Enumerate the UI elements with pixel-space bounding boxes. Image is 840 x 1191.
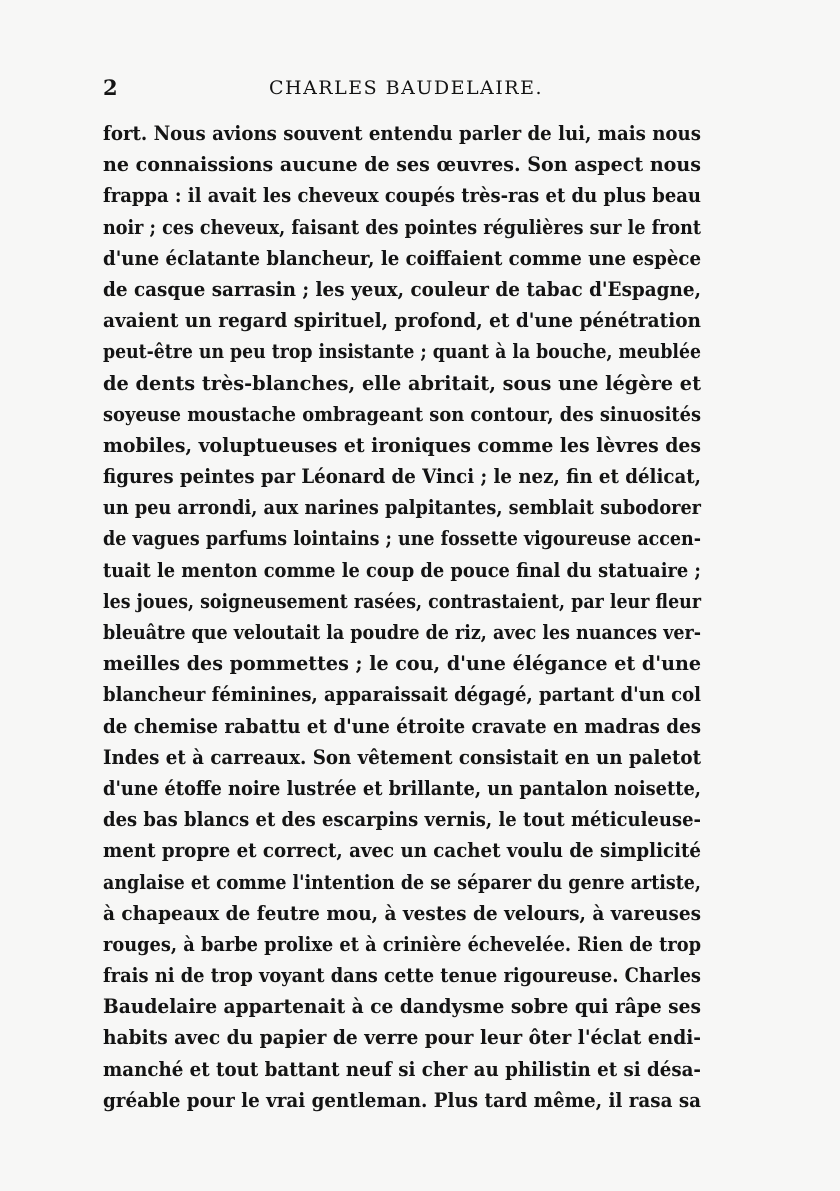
text-line: figures peintes par Léonard de Vinci ; le nez, fin et délicat, — [103, 465, 701, 489]
text-line: mobiles, voluptueuses et ironiques comme les lèvres des — [103, 433, 701, 457]
text-line: habits avec du papier de verre pour leur ôter l'éclat endi- — [103, 1026, 701, 1050]
text-line: soyeuse moustache ombrageant son contour, des sinuosités — [103, 402, 701, 426]
body-text — [103, 118, 701, 1116]
text-line: manché et tout battant neuf si cher au philistin et si désa- — [103, 1057, 701, 1081]
text-line: blancheur féminines, apparaissait dégagé, partant d'un col — [103, 683, 701, 707]
text-line: bleuâtre que veloutait la poudre de riz, avec les nuances ver- — [103, 621, 701, 644]
text-line: Indes et à carreaux. Son vêtement consistait en un paletot — [103, 745, 701, 769]
running-head — [103, 76, 701, 100]
text-line: d'une étoffe noire lustrée et brillante, un pantalon noisette, — [103, 776, 701, 800]
text-line: peut-être un peu trop insistante ; quant à la bouche, meublée — [103, 340, 701, 364]
text-line: noir ; ces cheveux, faisant des pointes régulières sur le front — [103, 215, 701, 239]
text-line: gréable pour le vrai gentleman. Plus tard même, il rasa sa — [103, 1088, 701, 1112]
text-line: de vagues parfums lointains ; une fossette vigoureuse accen- — [103, 527, 701, 551]
text-line: de casque sarrasin ; les yeux, couleur de tabac d'Espagne, — [103, 277, 701, 301]
running-title: CHARLES BAUDELAIRE. — [268, 77, 544, 99]
text-line: fort. Nous avions souvent entendu parler de lui, mais nous — [103, 122, 701, 145]
text-line: frappa : il avait les cheveux coupés très-ras et du plus beau — [103, 184, 701, 208]
text-line: Baudelaire appartenait à ce dandysme sobre qui râpe ses — [103, 995, 701, 1019]
text-line: de dents très-blanches, elle abritait, sous une légère et — [103, 371, 701, 395]
text-line: les joues, soigneusement rasées, contrastaient, par leur fleur — [103, 589, 701, 613]
text-line: d'une éclatante blancheur, le coiffaient comme une espèce — [103, 246, 701, 270]
text-line: de chemise rabattu et d'une étroite cravate en madras des — [103, 714, 701, 738]
text-line: anglaise et comme l'intention de se séparer du genre artiste, — [103, 870, 701, 894]
text-line: tuait le menton comme le coup de pouce final du statuaire ; — [103, 558, 701, 582]
text-line: ne connaissions aucune de ses œuvres. Son aspect nous — [103, 153, 701, 177]
text-line: ment propre et correct, avec un cachet voulu de simplicité — [103, 839, 701, 863]
text-line: un peu arrondi, aux narines palpitantes, semblait subodorer — [103, 496, 701, 520]
text-line: frais ni de trop voyant dans cette tenue rigoureuse. Charles — [103, 964, 701, 988]
text-line: avaient un regard spirituel, profond, et d'une pénétration — [103, 309, 701, 333]
text-line: rouges, à barbe prolixe et à crinière échevelée. Rien de trop — [103, 932, 701, 956]
text-line: meilles des pommettes ; le cou, d'une élégance et d'une — [103, 652, 701, 676]
text-line: des bas blancs et des escarpins vernis, le tout méticuleuse- — [103, 808, 701, 832]
text-line: à chapeaux de feutre mou, à vestes de velours, à vareuses — [103, 901, 701, 925]
page-number: 2 — [103, 75, 118, 100]
